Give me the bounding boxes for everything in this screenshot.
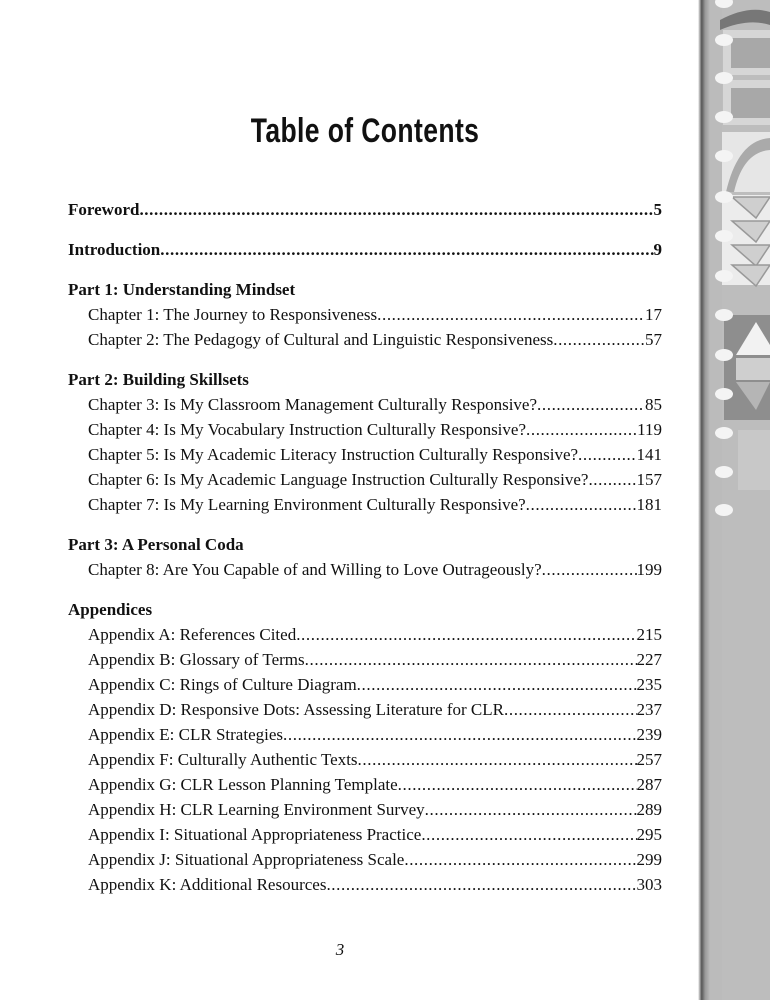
entry-label: Appendix B: Glossary of Terms [88,650,305,669]
toc-entry[interactable] [68,327,662,352]
dot-leader [160,237,653,262]
toc-entry[interactable] [68,647,662,672]
toc-section-heading[interactable] [68,532,662,557]
entry-page-number: 299 [636,850,662,869]
dot-leader [537,392,645,417]
dot-leader [357,672,637,697]
entry-label: Appendix H: CLR Learning Environment Survey [88,800,425,819]
entry-label: Appendix D: Responsive Dots: Assessing Literature for CLR [88,700,504,719]
dot-leader [398,772,637,797]
toc-section [68,277,662,352]
toc-entry[interactable] [68,302,662,327]
toc-section-heading[interactable] [68,277,662,302]
toc-entry[interactable] [68,747,662,772]
dot-leader [421,822,636,847]
entry-label: Appendix E: CLR Strategies [88,725,284,744]
entry-page-number: 237 [636,700,662,719]
page-number: 3 [335,940,345,959]
entry-page-number: 257 [636,750,662,769]
entry-label: Chapter 7: Is My Learning Environment Culturally Responsive? [88,495,526,514]
toc-entry[interactable] [68,772,662,797]
toc-section-heading[interactable] [68,237,662,262]
toc-entry[interactable] [68,797,662,822]
dot-leader [542,557,637,582]
entry-label: Chapter 3: Is My Classroom Management Culturally Responsive? [88,395,538,414]
dot-leader [296,622,636,647]
entry-page-number: 287 [636,775,662,794]
entry-label: Chapter 8: Are You Capable of and Willing to Love Outrageously? [88,560,542,579]
toc-entry[interactable] [68,672,662,697]
dot-leader [578,442,636,467]
entry-page-number: 199 [636,560,662,579]
dot-leader [326,872,636,897]
dot-leader [553,327,645,352]
entry-label: Part 2: Building Skillsets [68,370,249,389]
toc-entry[interactable] [68,722,662,747]
entry-label: Part 1: Understanding Mindset [68,280,296,299]
entry-label: Appendix F: Culturally Authentic Texts [88,750,358,769]
entry-page-number: 227 [636,650,662,669]
entry-page-number: 5 [653,200,662,219]
dot-leader [358,747,637,772]
toc-section [68,237,662,262]
entry-page-number: 215 [636,625,662,644]
entry-label: Introduction [68,240,161,259]
entry-label: Appendix I: Situational Appropriateness Practice [88,825,422,844]
entry-page-number: 119 [637,420,662,439]
dot-leader [526,492,637,517]
toc-section-heading[interactable] [68,197,662,222]
toc-entry[interactable] [68,442,662,467]
entry-page-number: 289 [636,800,662,819]
toc-entry[interactable] [68,697,662,722]
dot-leader [139,197,653,222]
dot-leader [504,697,637,722]
dot-leader [283,722,636,747]
toc-section-heading[interactable] [68,597,662,622]
toc-entry[interactable] [68,822,662,847]
dot-leader [588,467,636,492]
entry-page-number: 85 [645,395,662,414]
toc-section [68,597,662,897]
entry-label: Appendix G: CLR Lesson Planning Template [88,775,398,794]
toc-section [68,197,662,222]
dot-leader [377,302,645,327]
toc-entry[interactable] [68,557,662,582]
entry-label: Appendix J: Situational Appropriateness Scale [88,850,405,869]
entry-label: Chapter 2: The Pedagogy of Cultural and Linguistic Responsiveness [88,330,554,349]
entry-label: Chapter 5: Is My Academic Literacy Instruction Culturally Responsive? [88,445,579,464]
entry-label: Chapter 4: Is My Vocabulary Instruction Culturally Responsive? [88,420,526,439]
entry-page-number: 9 [653,240,662,259]
dot-leader [526,417,637,442]
table-of-contents [68,197,662,897]
entry-page-number: 181 [636,495,662,514]
entry-page-number: 17 [645,305,662,324]
entry-label: Chapter 1: The Journey to Responsiveness [88,305,378,324]
entry-page-number: 235 [636,675,662,694]
entry-page-number: 295 [636,825,662,844]
toc-entry[interactable] [68,872,662,897]
toc-entry[interactable] [68,467,662,492]
entry-page-number: 57 [645,330,662,349]
entry-page-number: 157 [636,470,662,489]
dot-leader [305,647,637,672]
toc-section [68,367,662,517]
entry-label: Appendix C: Rings of Culture Diagram [88,675,357,694]
entry-label: Part 3: A Personal Coda [68,535,244,554]
entry-label: Chapter 6: Is My Academic Language Instruction Culturally Responsive? [88,470,589,489]
toc-entry[interactable] [68,417,662,442]
dot-leader [404,847,636,872]
entry-label: Foreword [68,200,140,219]
dot-leader [425,797,637,822]
toc-entry[interactable] [68,392,662,417]
entry-label: Appendix K: Additional Resources [88,875,327,894]
entry-label: Appendices [68,600,153,619]
page-title: Table of Contents [250,112,480,150]
decorative-border-strip [698,0,770,1000]
toc-section-heading[interactable] [68,367,662,392]
toc-section [68,532,662,582]
entry-page-number: 239 [636,725,662,744]
toc-entry[interactable] [68,492,662,517]
entry-page-number: 141 [636,445,662,464]
toc-entry[interactable] [68,622,662,647]
entry-label: Appendix A: References Cited [88,625,297,644]
toc-entry[interactable] [68,847,662,872]
entry-page-number: 303 [636,875,662,894]
